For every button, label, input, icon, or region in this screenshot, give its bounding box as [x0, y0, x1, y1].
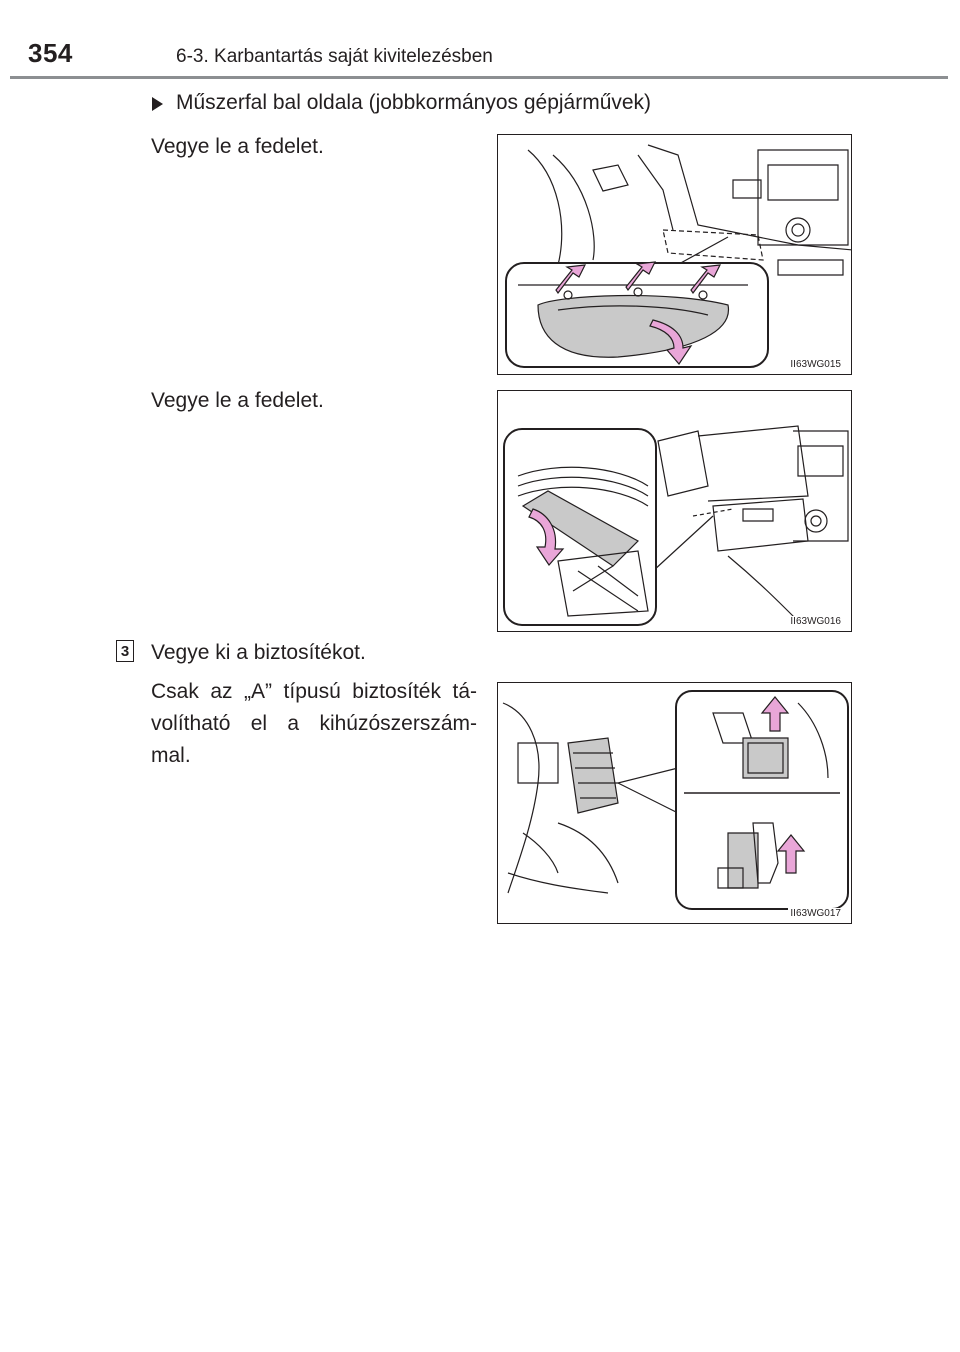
- instruction-remove-cover-1: Vegye le a fedelet.: [151, 135, 324, 158]
- instruction-remove-fuse: Vegye ki a biztosítékot.: [151, 641, 366, 664]
- instruction-remove-cover-2: Vegye le a fedelet.: [151, 389, 324, 412]
- section-title: 6-3. Karbantartás saját kivitelezésben: [176, 46, 493, 67]
- page-number: 354: [28, 38, 73, 68]
- figure-cover-removal-2: [497, 390, 852, 632]
- triangle-bullet-icon: [152, 97, 163, 111]
- figure-code: II63WG017: [790, 908, 841, 919]
- dashboard-cover-illustration: [498, 135, 852, 375]
- figure-cover-removal-1: [497, 134, 852, 375]
- fuse-note-line: Csak az „A” típusú biztosíték tá-: [151, 680, 477, 703]
- step-number-badge: 3: [116, 640, 134, 662]
- figure-code: II63WG015: [790, 359, 841, 370]
- subheading: Műszerfal bal oldala (jobbkormányos gépjárművek): [176, 91, 652, 114]
- fuse-note-line: volítható el a kihúzószerszám-: [151, 712, 477, 735]
- figure-fuse-removal: [497, 682, 852, 924]
- fuse-note-line: mal.: [151, 744, 191, 767]
- fuse-box-illustration: [498, 683, 852, 924]
- fuse-note: [151, 676, 477, 772]
- header-divider: [10, 76, 948, 79]
- glovebox-cover-illustration: [498, 391, 852, 632]
- figure-code: II63WG016: [790, 616, 841, 627]
